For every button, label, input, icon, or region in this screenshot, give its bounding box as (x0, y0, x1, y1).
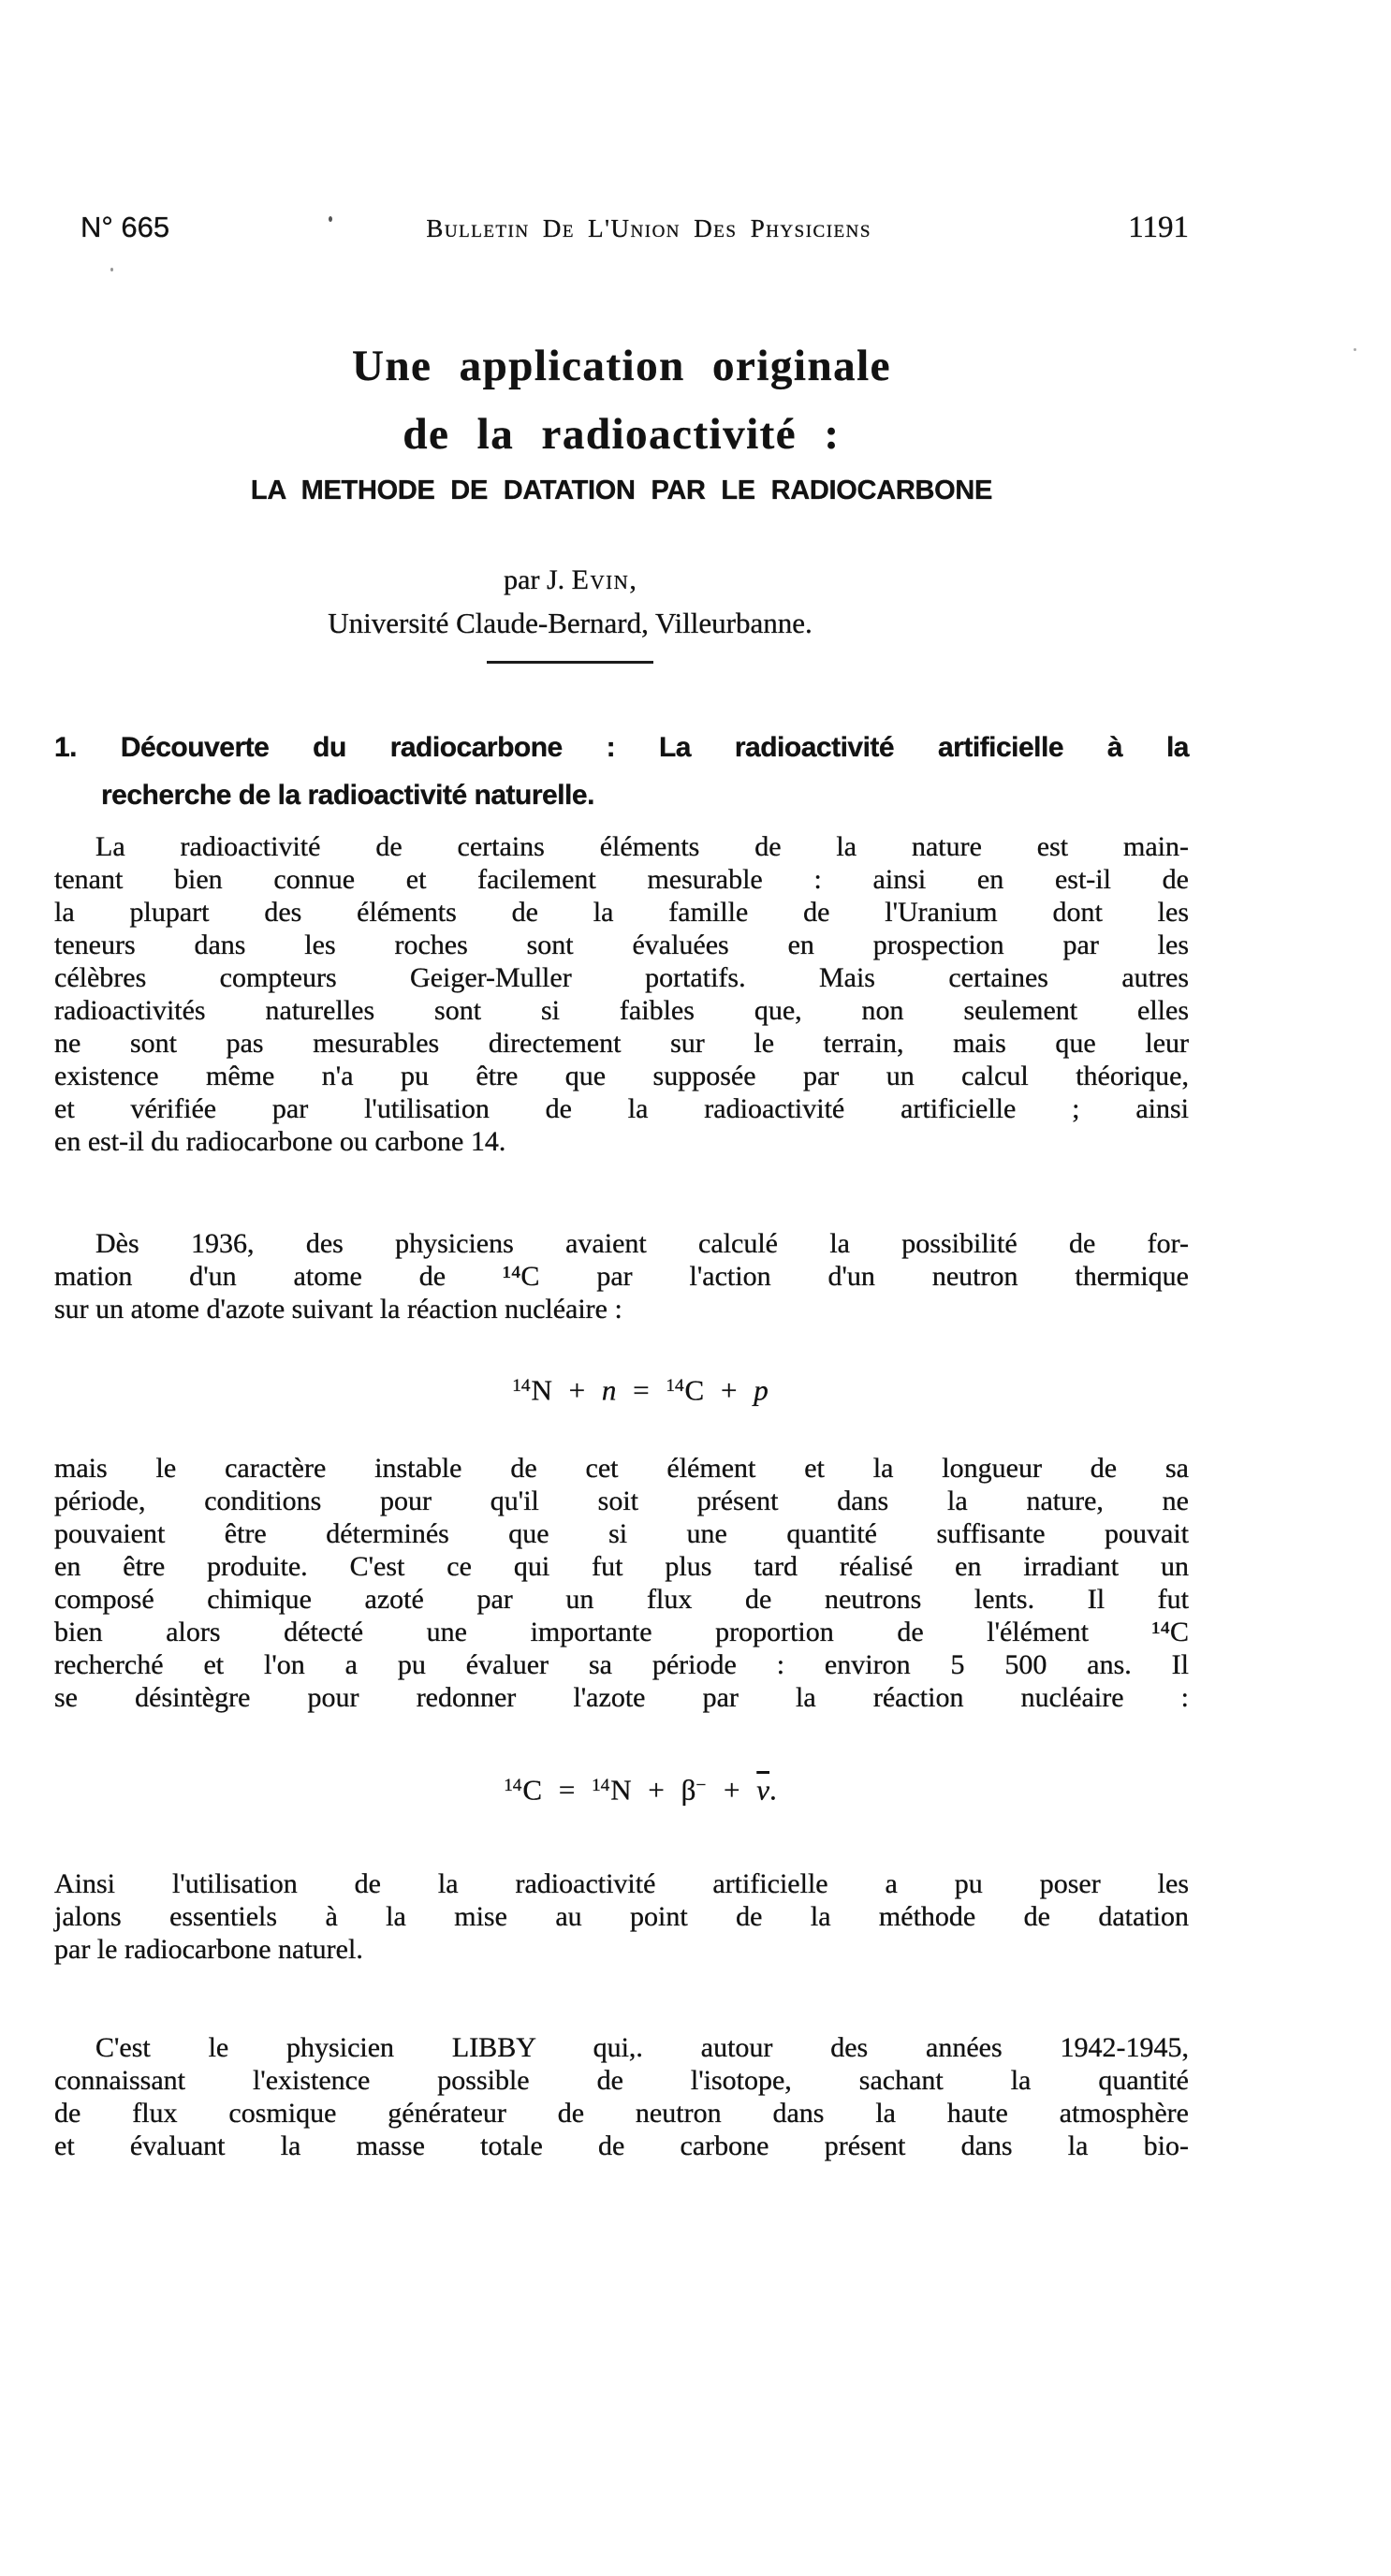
text-line: et évaluant la masse totale de carbone présent dans la bio- (54, 2130, 1189, 2162)
article-subtitle: LA METHODE DE DATATION PAR LE RADIOCARBONE (250, 476, 993, 505)
operator: + (704, 1373, 754, 1407)
operator: = (616, 1373, 666, 1407)
operator: + (707, 1773, 757, 1807)
text-line: sur un atome d'azote suivant la réaction nucléaire : (54, 1294, 622, 1325)
divider-rule (487, 661, 653, 664)
text-line: existence même n'a pu être que supposée par un calcul théorique, (54, 1061, 1189, 1091)
beta-symbol: β (681, 1773, 696, 1807)
paragraph-5 (54, 2031, 1189, 2162)
text-line: pouvaient être déterminés que si une quantité suffisante pouvait (54, 1517, 1189, 1549)
text-line: se désintègre pour redonner l'azote par la réaction nucléaire : (54, 1681, 1189, 1713)
paragraph-1 (54, 830, 1189, 1158)
affiliation: Université Claude-Bernard, Villeurbanne. (328, 607, 813, 639)
page-number: 1191 (1128, 211, 1189, 244)
paragraph-2 (54, 1227, 1189, 1325)
text-line: composé chimique azoté par un flux de neutrons lents. Il fut (54, 1583, 1189, 1615)
element-symbol: C (522, 1773, 543, 1807)
text-line: en être produite. C'est ce qui fut plus tard réalisé en irradiant un (54, 1550, 1189, 1582)
beta-charge: − (696, 1775, 707, 1795)
text-line: mais le caractère instable de cet élément et la longueur de sa (54, 1452, 1189, 1484)
text-line: et vérifiée par l'utilisation de la radioactivité artificielle ; ainsi (54, 1093, 1189, 1124)
element-symbol: N (531, 1373, 552, 1407)
text-line: période, conditions pour qu'il soit présent dans la nature, ne (54, 1485, 1189, 1516)
byline (54, 560, 1086, 664)
section-heading-line2: recherche de la radioactivité naturelle. (101, 780, 594, 811)
text-line: la plupart des éléments de la famille de l'Uranium dont les (54, 897, 1189, 928)
mass-number: 14 (512, 1376, 531, 1396)
scan-speck (1354, 348, 1356, 351)
text-line: jalons essentiels à la mise au point de la méthode de datation (54, 1901, 1189, 1933)
paragraph-3 (54, 1452, 1189, 1714)
byline-suffix: , (629, 564, 637, 595)
text-line: de flux cosmique générateur de neutron dans la haute atmosphère (54, 2098, 1189, 2130)
section-heading-line1: 1. Découverte du radiocarbone : La radioactivité artificielle à la (54, 732, 1189, 763)
proton-symbol: p (754, 1373, 769, 1407)
author-name: Evin (571, 564, 630, 595)
section-discovery (54, 724, 1189, 2162)
document-page (0, 210, 1391, 2576)
operator: + (551, 1373, 602, 1407)
text-line: Ainsi l'utilisation de la radioactivité artificielle a pu poser les (54, 1868, 1189, 1900)
text-line: en est-il du radiocarbone ou carbone 14. (54, 1126, 506, 1157)
operator: + (631, 1773, 681, 1807)
paragraph-4 (54, 1867, 1189, 1966)
mass-number: 14 (592, 1775, 610, 1795)
antineutrino-symbol: $\overline{\nu}$ (756, 1773, 770, 1807)
article-title (54, 332, 1189, 469)
element-symbol: C (684, 1373, 705, 1407)
mass-number: 14 (504, 1775, 522, 1795)
mass-number: 14 (666, 1376, 684, 1396)
byline-prefix: par J. (504, 564, 572, 595)
author-line (54, 560, 1086, 601)
article-title-line1: Une application originale (351, 342, 892, 390)
text-line: connaissant l'existence possible de l'isotope, sachant la quantité (54, 2065, 1189, 2097)
section-heading (54, 724, 1189, 819)
running-header (54, 210, 1189, 246)
text-line: tenant bien connue et facilement mesurable : ainsi en est-il de (54, 864, 1189, 895)
equation-n14-neutron-c14-proton (54, 1367, 1189, 1411)
text-line: La radioactivité de certains éléments de la nature est main- (95, 831, 1189, 862)
equation-period: . (769, 1773, 777, 1807)
scan-speck (329, 216, 332, 222)
article-title-line2: de la radioactivité : (403, 410, 841, 459)
neutron-symbol: n (601, 1373, 617, 1407)
text-line: bien alors détecté une importante proportion de l'élément ¹⁴C (54, 1616, 1189, 1647)
text-line: radioactivités naturelles sont si faibles que, non seulement elles (54, 995, 1189, 1026)
equation-c14-decay (54, 1766, 1189, 1810)
operator: = (542, 1773, 593, 1807)
text-line: célèbres compteurs Geiger-Muller portatifs. Mais certaines autres (54, 962, 1189, 993)
text-line: ne sont pas mesurables directement sur le terrain, mais que leur (54, 1028, 1189, 1059)
text-line: C'est le physicien LIBBY qui,. autour des années 1942-1945, (95, 2032, 1189, 2064)
text-line: Dès 1936, des physiciens avaient calculé la possibilité de for- (95, 1228, 1189, 1259)
element-symbol: N (610, 1773, 632, 1807)
text-line: par le radiocarbone naturel. (54, 1934, 363, 1966)
text-line: teneurs dans les roches sont évaluées en prospection par les (54, 929, 1189, 960)
issue-number: N° 665 (81, 211, 170, 243)
text-line: recherché et l'on a pu évaluer sa période : environ 5 500 ans. Il (54, 1648, 1189, 1680)
scan-speck (110, 268, 113, 271)
text-line: mation d'un atome de ¹⁴C par l'action d'un neutron thermique (54, 1261, 1189, 1292)
journal-title: Bulletin De L'Union Des Physiciens (426, 214, 871, 242)
